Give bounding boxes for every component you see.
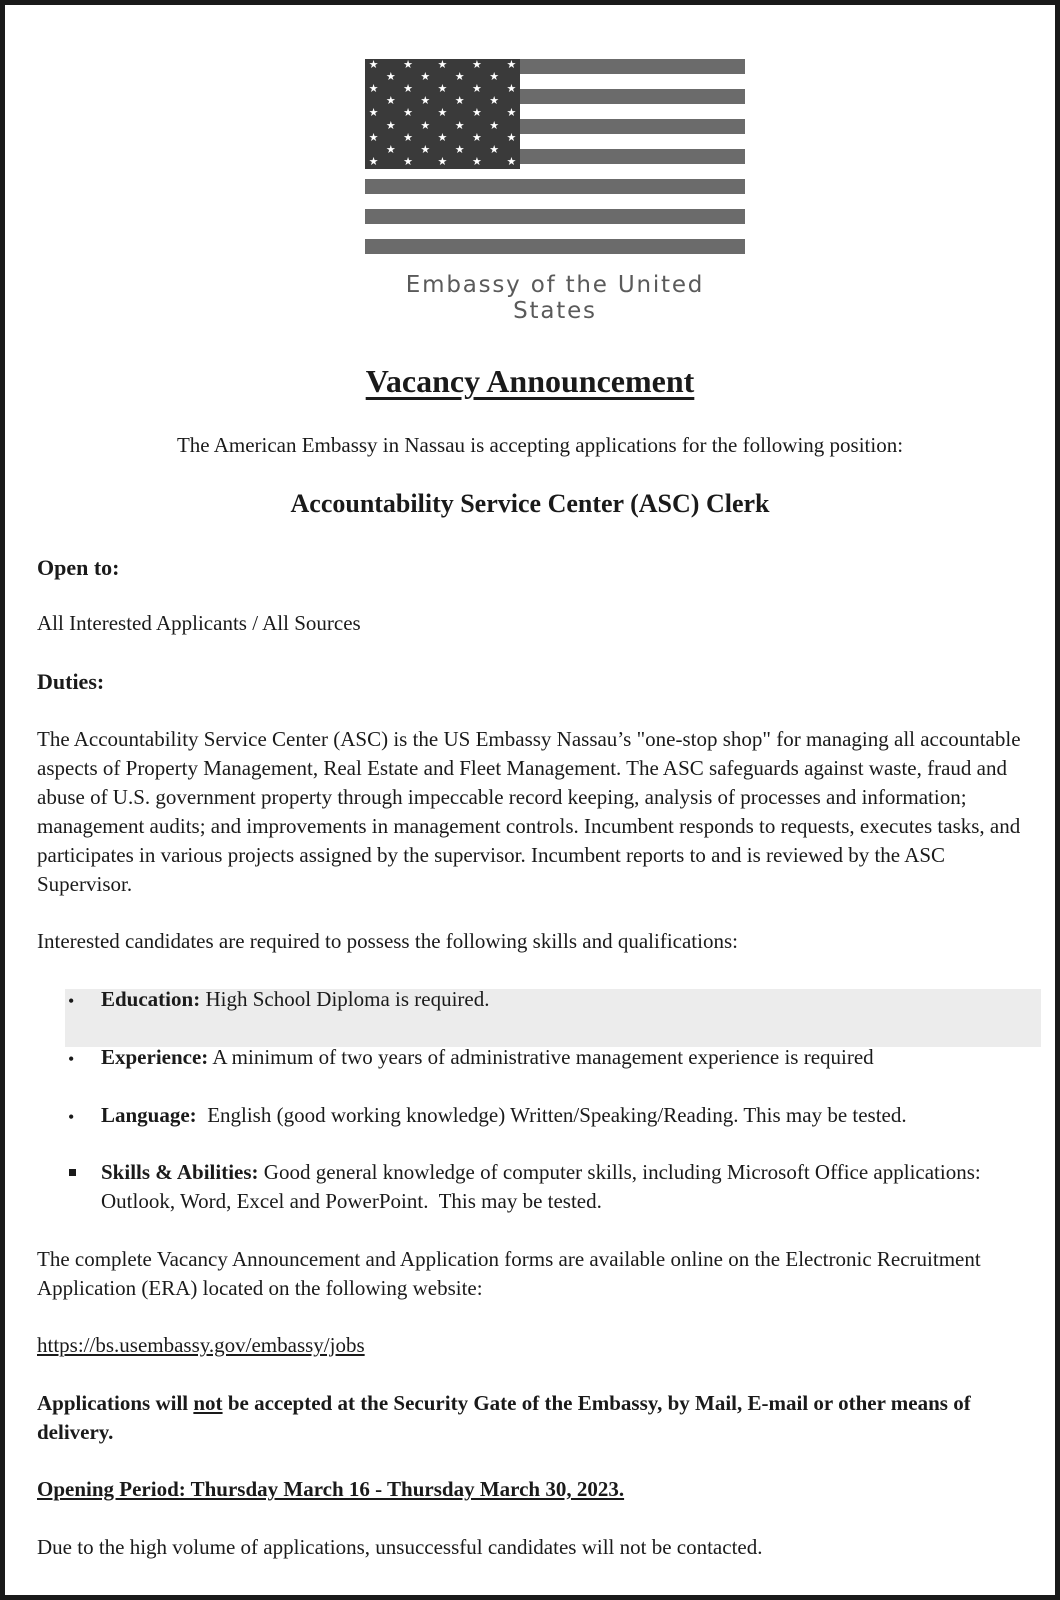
star-icon: ★ (437, 107, 448, 120)
star-icon: ★ (403, 156, 413, 169)
star-icon: ★ (454, 70, 465, 83)
opening-period-wrapper (37, 1475, 1037, 1504)
star-icon: ★ (420, 119, 431, 132)
opening-period: Opening Period: Thursday March 16 - Thursday March 30, 2023. (37, 1477, 625, 1501)
star-icon: ★ (403, 107, 413, 120)
star-icon: ★ (437, 156, 448, 169)
star-icon: ★ (506, 58, 517, 71)
star-icon: ★ (437, 131, 448, 144)
qualification-label: Experience: (101, 1045, 209, 1069)
star-icon: ★ (472, 58, 482, 71)
star-icon: ★ (472, 131, 482, 144)
star-icon: ★ (454, 119, 465, 132)
star-icon: ★ (385, 70, 396, 83)
star-icon: ★ (420, 95, 431, 108)
star-icon: ★ (437, 58, 448, 71)
star-icon: ★ (420, 70, 431, 83)
star-icon: ★ (454, 144, 465, 157)
star-icon: ★ (368, 156, 379, 169)
open-to-heading: Open to: (37, 555, 120, 580)
star-icon: ★ (506, 156, 517, 169)
square-bullet-icon (69, 1169, 76, 1176)
application-info: The complete Vacancy Announcement and Application forms are available online on the Electronic Recruitment Application (ERA) located on the following website: (37, 1247, 981, 1300)
qualification-experience (101, 1043, 1036, 1072)
star-icon: ★ (368, 83, 379, 96)
position-title: Accountability Service Center (ASC) Clerk (290, 489, 770, 518)
jobs-link-wrapper (37, 1331, 1037, 1360)
star-icon: ★ (454, 95, 465, 108)
notice-text: Applications will (37, 1391, 194, 1415)
notice-text: be accepted at the Security Gate of the Embassy, by Mail, E-mail or other means of delivery. (37, 1391, 971, 1444)
intro-text: The American Embassy in Nassau is accepting applications for the following position: (176, 433, 904, 457)
qualification-text: Good general knowledge of computer skills, including Microsoft Office applications: Outlook, Word, Excel and PowerPoint. This may be tested. (101, 1160, 986, 1213)
qualification-label: Skills & Abilities: (101, 1160, 259, 1184)
star-icon: ★ (506, 131, 517, 144)
star-icon: ★ (403, 83, 413, 96)
star-icon: ★ (472, 83, 482, 96)
flag-stars-icon (365, 59, 520, 169)
qualification-text: High School Diploma is required. (200, 987, 490, 1011)
star-icon: ★ (385, 95, 396, 108)
qualification-text: English (good working knowledge) Written/Speaking/Reading. This may be tested. (196, 1103, 907, 1127)
us-flag-logo (365, 59, 745, 259)
star-icon: ★ (489, 119, 500, 132)
qualification-skills (101, 1158, 1001, 1216)
notice-emphasis: not (193, 1391, 223, 1415)
page-title: Vacancy Announcement (365, 363, 695, 399)
star-icon: ★ (472, 156, 482, 169)
embassy-caption: Embassy of the United States (405, 272, 705, 324)
star-icon: ★ (385, 144, 396, 157)
star-icon: ★ (420, 144, 431, 157)
qualifications-intro: Interested candidates are required to possess the following skills and qualifications: (37, 929, 738, 953)
jobs-website-link[interactable]: https://bs.usembassy.gov/embassy/jobs (37, 1333, 365, 1357)
star-icon: ★ (368, 131, 379, 144)
star-icon: ★ (489, 144, 500, 157)
duties-heading: Duties: (37, 669, 105, 694)
closing-note: Due to the high volume of applications, unsuccessful candidates will not be contacted. (37, 1535, 763, 1559)
duties-body: The Accountability Service Center (ASC) is the US Embassy Nassau’s "one-stop shop" for managing all accountable aspects of Property Management, Real Estate and Fleet Management. The ASC safeguards against waste, fraud and abuse of U.S. government property through impeccable record keeping, analysis of processes and information; management audits; and improvements in management controls. Incumbent responds to requests, executes tasks, and participates in various projects assigned by the supervisor. Incumbent reports to and is reviewed by the ASC Supervisor. (37, 727, 1021, 896)
bullet-icon: • (68, 1107, 75, 1127)
star-icon: ★ (506, 83, 517, 96)
star-icon: ★ (368, 107, 379, 120)
star-icon: ★ (489, 70, 500, 83)
application-notice (37, 1389, 1017, 1447)
star-icon: ★ (385, 119, 396, 132)
qualification-language (101, 1101, 1036, 1130)
qualification-label: Language: (101, 1103, 197, 1127)
star-icon: ★ (403, 131, 413, 144)
qualification-text: A minimum of two years of administrative management experience is required (208, 1045, 874, 1069)
star-icon: ★ (403, 58, 413, 71)
star-icon: ★ (489, 95, 500, 108)
qualification-label: Education: (101, 987, 201, 1011)
qualification-education (101, 985, 1036, 1014)
star-icon: ★ (368, 58, 379, 71)
bullet-icon: • (68, 1049, 75, 1069)
star-icon: ★ (506, 107, 517, 120)
star-icon: ★ (437, 83, 448, 96)
bullet-icon: • (68, 991, 75, 1011)
star-icon: ★ (472, 107, 482, 120)
open-to-value: All Interested Applicants / All Sources (37, 611, 361, 635)
